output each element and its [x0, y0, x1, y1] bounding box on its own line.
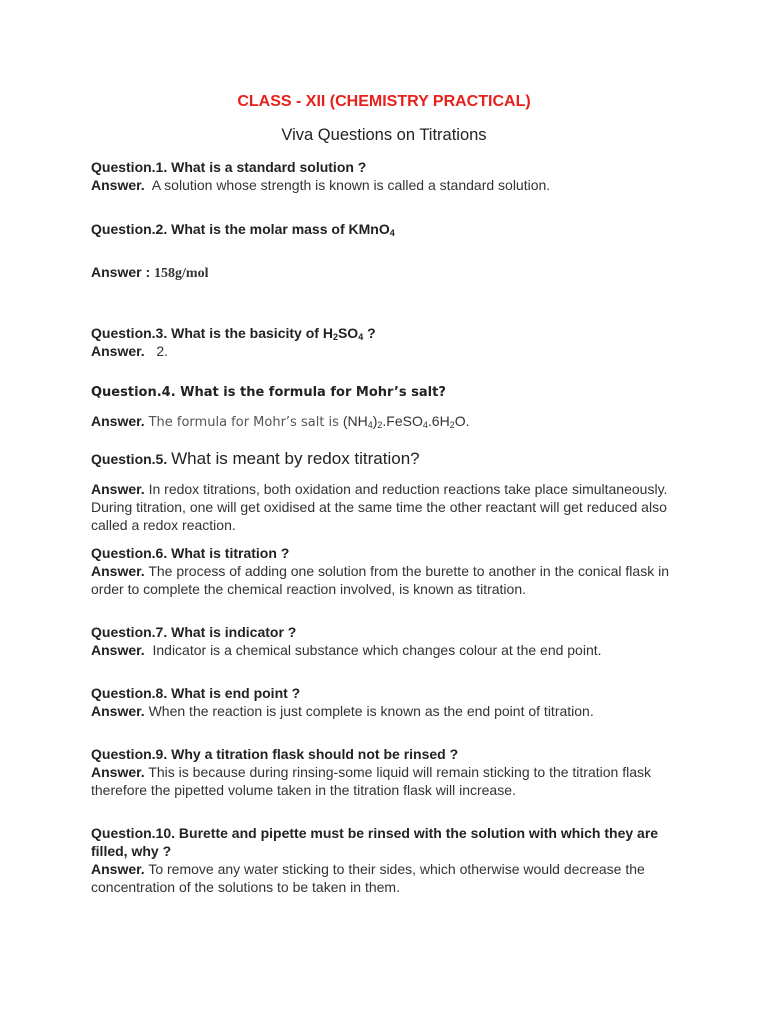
question-5-text: What is meant by redox titration?	[171, 449, 420, 468]
answer-label: Answer.	[91, 563, 145, 579]
question-3-post: ?	[363, 325, 376, 341]
question-1: Question.1. What is a standard solution ?	[91, 159, 367, 175]
formula-part: (NH	[338, 413, 368, 429]
qa-block-6	[91, 544, 691, 598]
answer-label: Answer.	[91, 764, 145, 780]
qa-block-1	[91, 158, 691, 194]
qa-block-8	[91, 684, 691, 720]
document-subtitle: Viva Questions on Titrations	[281, 126, 487, 144]
answer-label: Answer.	[91, 861, 145, 877]
question-4: Question.4. What is the formula for Mohr’s salt?	[91, 385, 446, 400]
qa-block-10	[91, 824, 691, 896]
question-2	[91, 220, 691, 238]
question-3-sub-1: 2	[332, 332, 338, 342]
document-title: CLASS - XII (CHEMISTRY PRACTICAL)	[237, 93, 531, 110]
question-5-label: Question.5.	[91, 451, 168, 467]
answer-8	[91, 702, 691, 720]
question-7: Question.7. What is indicator ?	[91, 624, 297, 640]
answer-6	[91, 562, 691, 598]
question-9: Question.9. Why a titration flask should not be rinsed ?	[91, 746, 459, 762]
answer-8-text: When the reaction is just complete is known as the end point of titration.	[148, 703, 594, 719]
answer-1-text: A solution whose strength is known is called a standard solution.	[151, 177, 551, 193]
answer-9	[91, 763, 691, 799]
question-2-subscript: 4	[389, 228, 395, 238]
formula-sub: 2	[449, 420, 455, 430]
answer-3	[91, 342, 691, 360]
formula-part: )	[372, 413, 378, 429]
answer-9-text: This is because during rinsing-some liquid will remain sticking to the titration flask therefore the pipetted volume taken in the titration flask will increase.	[91, 764, 652, 798]
answer-1	[91, 176, 691, 194]
answer-2	[91, 263, 691, 283]
question-8: Question.8. What is end point ?	[91, 685, 301, 701]
answer-10-text: To remove any water sticking to their sides, which otherwise would decrease the concentration of the solutions to be taken in them.	[91, 861, 645, 895]
answer-7-text: Indicator is a chemical substance which changes colour at the end point.	[152, 642, 602, 658]
answer-5	[91, 480, 691, 534]
answer-block-2	[91, 263, 691, 283]
answer-3-text: 2.	[156, 343, 169, 359]
answer-label: Answer.	[91, 642, 145, 658]
question-10: Question.10. Burette and pipette must be rinsed with the solution with which they are filled, why ?	[91, 825, 659, 859]
formula-sub: 4	[422, 420, 428, 430]
answer-10	[91, 860, 691, 896]
formula-part: .FeSO	[382, 413, 423, 429]
answer-5-text: In redox titrations, both oxidation and reduction reactions take place simultaneously. During titration, one will get oxidised at the same time the other reactant will get reduced also called a redox reaction.	[91, 481, 668, 533]
question-3-sub-2: 4	[358, 332, 364, 342]
formula-part: .6H	[427, 413, 450, 429]
answer-4	[91, 412, 691, 432]
qa-block-7	[91, 623, 691, 659]
qa-block-2	[91, 220, 691, 238]
answer-2-label: Answer :	[91, 264, 155, 280]
question-2-text: Question.2. What is the molar mass of KMnO	[91, 221, 390, 237]
answer-label: Answer.	[91, 703, 145, 719]
answer-6-text: The process of adding one solution from the burette to another in the conical flask in order to complete the chemical reaction involved, is known as titration.	[91, 563, 669, 597]
answer-4-text: The formula for Mohr’s salt is	[148, 415, 339, 430]
answer-label: Answer.	[91, 481, 145, 497]
question-3-text: Question.3. What is the basicity of H	[91, 325, 333, 341]
answer-2-text: 158g/mol	[154, 266, 209, 281]
qa-block-3	[91, 324, 691, 360]
formula-part: O.	[454, 413, 470, 429]
question-5	[91, 450, 691, 468]
answer-label: Answer.	[91, 177, 145, 193]
answer-block-5	[91, 480, 691, 534]
formula-sub: 2	[377, 420, 383, 430]
answer-block-4	[91, 412, 691, 432]
question-3	[91, 324, 691, 342]
answer-label: Answer.	[91, 413, 145, 429]
answer-7	[91, 641, 691, 659]
qa-block-5	[91, 450, 691, 468]
answer-label: Answer.	[91, 343, 145, 359]
qa-block-4	[91, 384, 691, 402]
formula-sub: 4	[367, 420, 373, 430]
question-3-mid: SO	[337, 325, 359, 341]
qa-block-9	[91, 745, 691, 799]
question-6: Question.6. What is titration ?	[91, 545, 290, 561]
